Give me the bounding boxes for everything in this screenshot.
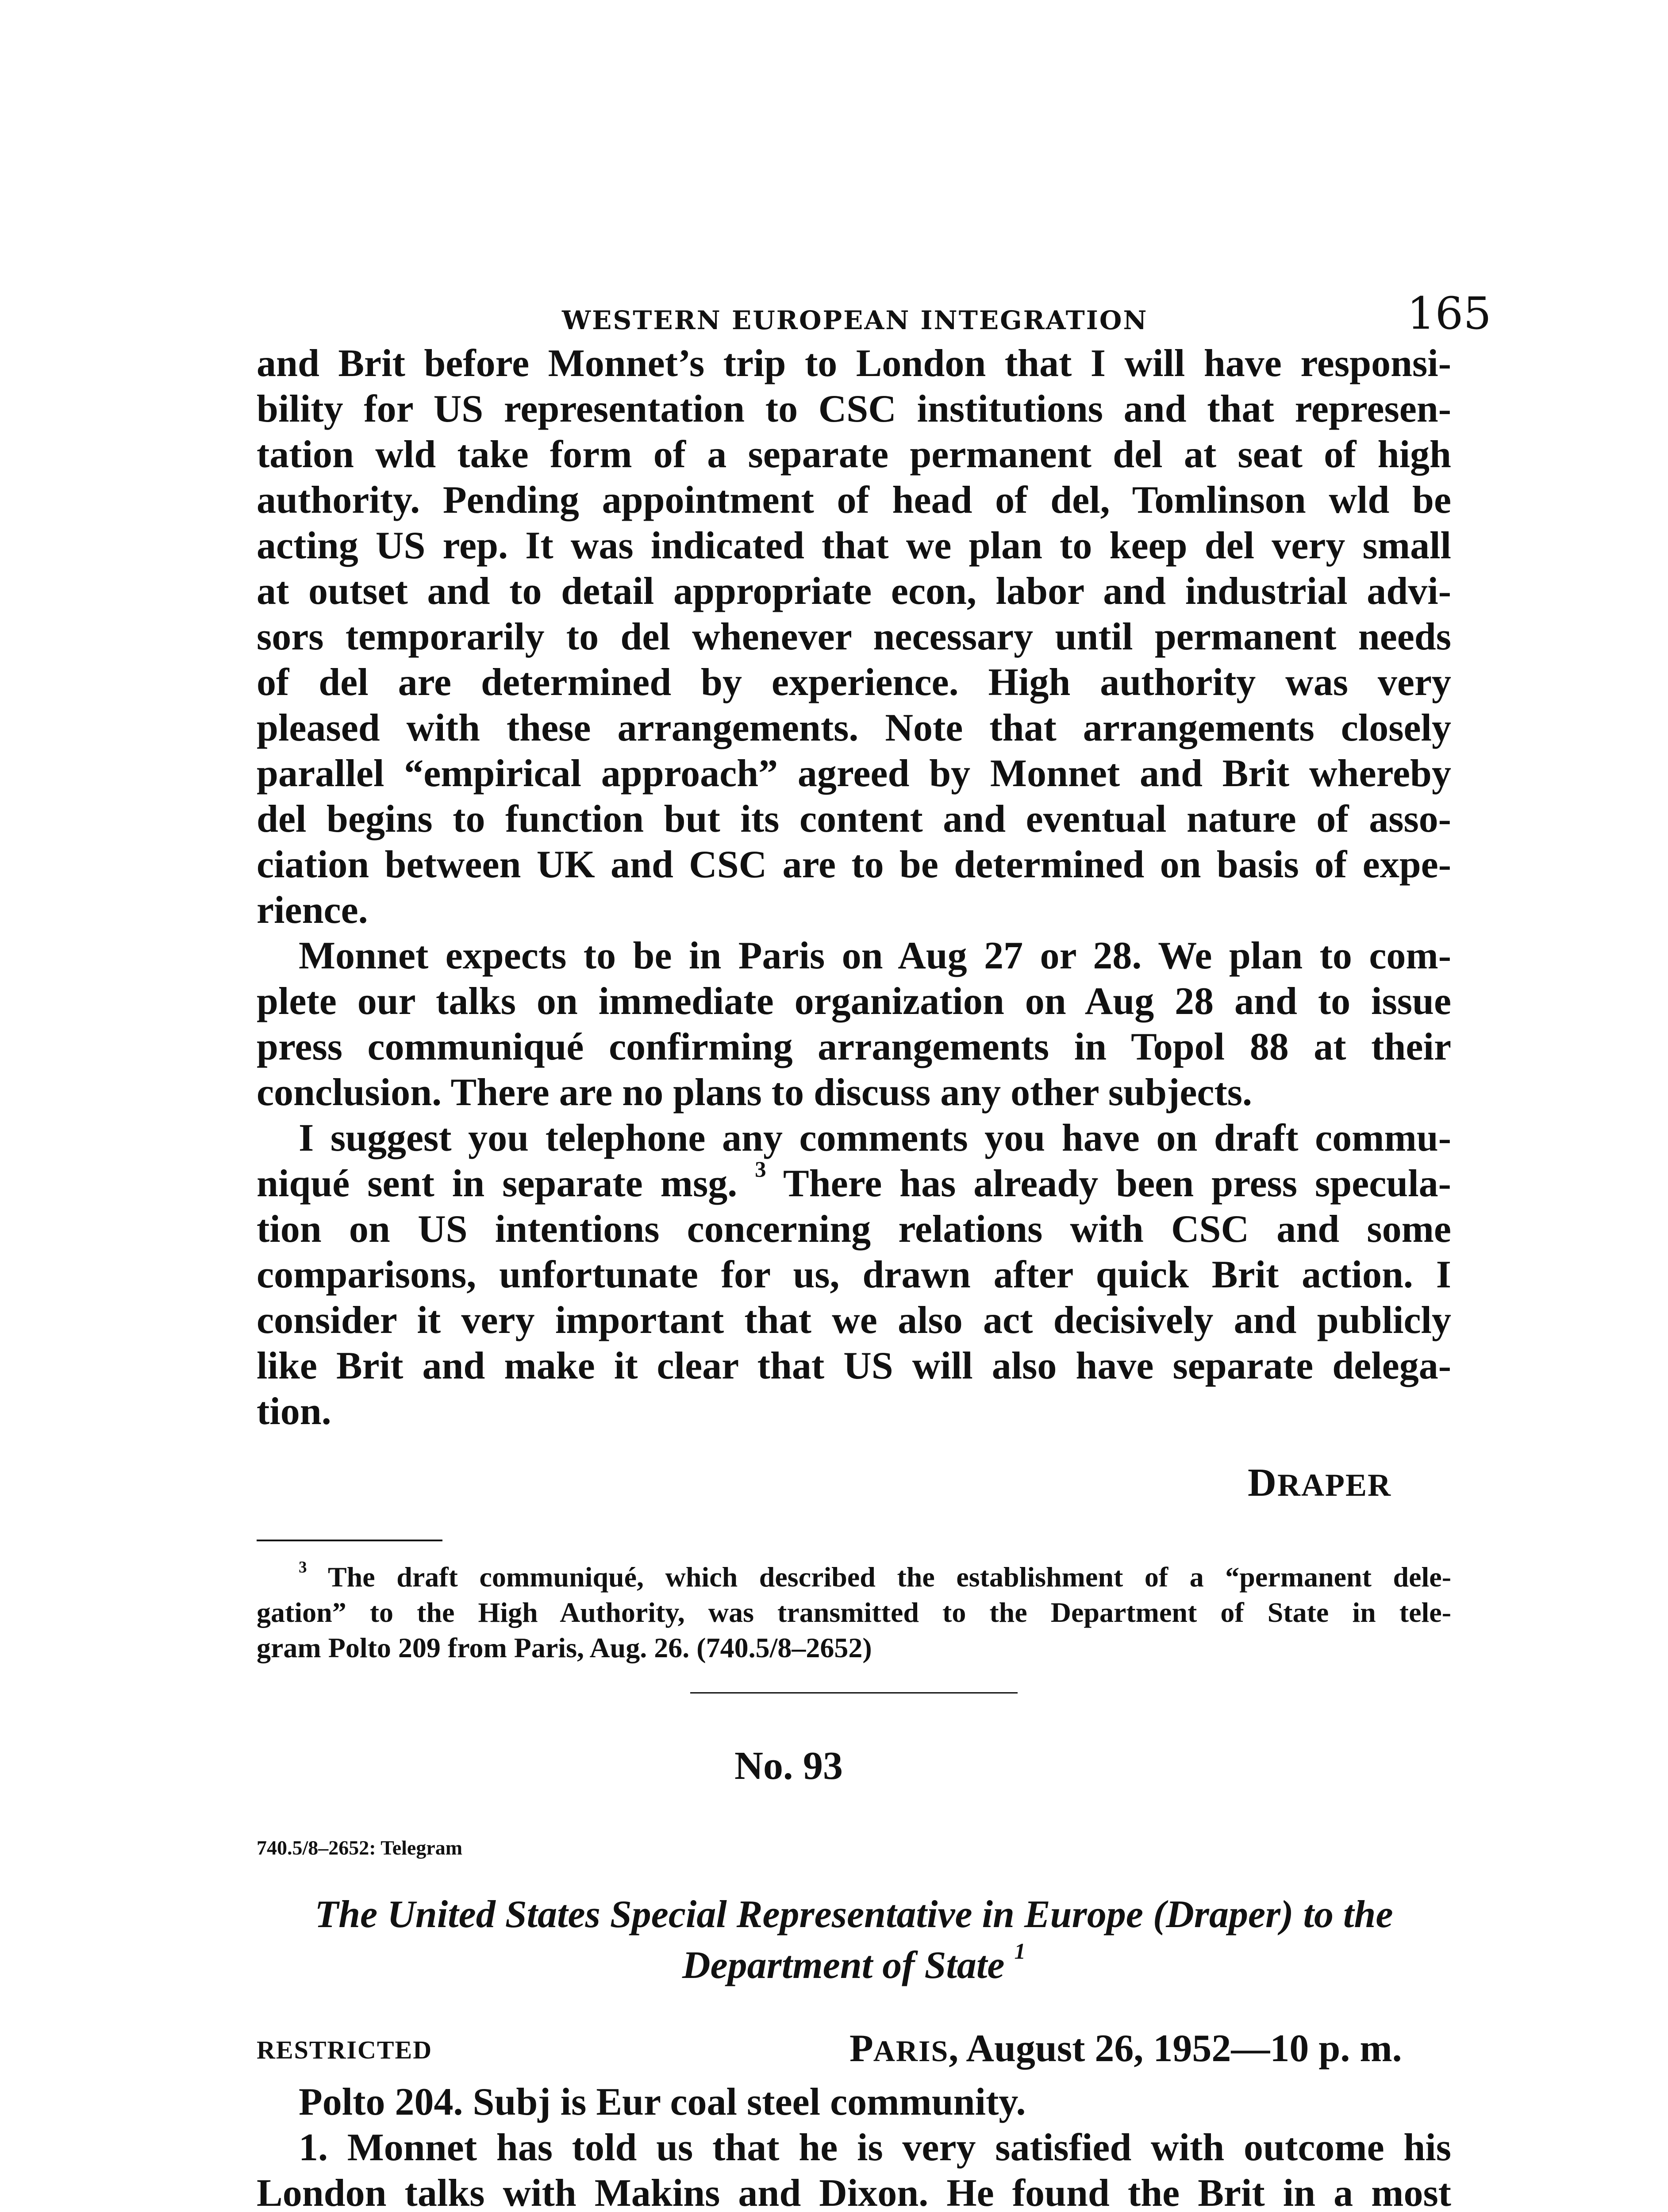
signature xyxy=(1248,1460,1391,1505)
text-line: at outset and to detail appropriate econ, labor and industrial advi- xyxy=(257,570,1451,613)
continued-telegram-body xyxy=(257,341,1451,1434)
dateline-city: ARIS xyxy=(873,2034,949,2068)
text-line: London talks with Makins and Dixon. He found the Brit in a most xyxy=(257,2172,1451,2212)
dateline-date: , August 26, 1952—10 p. m. xyxy=(949,2027,1402,2070)
running-head: WESTERN EUROPEAN INTEGRATION xyxy=(562,305,1148,335)
section-divider xyxy=(690,1692,1018,1694)
document-title xyxy=(257,1889,1451,1991)
signature-rest: RAPER xyxy=(1277,1467,1391,1503)
footnote-rule xyxy=(257,1540,442,1541)
text-line xyxy=(257,1157,1451,1206)
file-reference: 740.5/8–2652: Telegram xyxy=(257,1836,463,1859)
text-line: ciation between UK and CSC are to be determined on basis of expe- xyxy=(257,843,1451,886)
text-segment: There has already been press specula- xyxy=(783,1162,1451,1205)
continued-paragraph-2 xyxy=(257,933,1451,1115)
title-line: The United States Special Representative in Europe (Draper) to the xyxy=(315,1893,1393,1936)
text-line: Monnet expects to be in Paris on Aug 27 or 28. We plan to com- xyxy=(299,934,1451,977)
text-line: tion. xyxy=(257,1390,331,1433)
text-line: 1. Monnet has told us that he is very satisfied with outcome his xyxy=(299,2126,1451,2169)
title-text: Department of State xyxy=(682,1944,1005,1987)
text-line: tion on US intentions concerning relations with CSC and some xyxy=(257,1208,1451,1251)
text-line: comparisons, unfortunate for us, drawn after quick Brit action. I xyxy=(257,1253,1451,1296)
footnote-line xyxy=(257,1559,1451,1595)
text-segment: niqué sent in separate msg. xyxy=(257,1162,738,1205)
text-line: acting US rep. It was indicated that we plan to keep del very small xyxy=(257,524,1451,567)
text-line: bility for US representation to CSC institutions and that represen- xyxy=(257,388,1451,430)
footnote-reference-3: 3 xyxy=(755,1157,766,1183)
classification-label: RESTRICTED xyxy=(257,2035,433,2064)
telegram-paragraph-1 xyxy=(257,2125,1451,2212)
footnote-text: The draft communiqué, which described the establishment of a “permanent dele- xyxy=(327,1561,1452,1593)
text-line: rience. xyxy=(257,889,368,932)
telegram-body xyxy=(257,2079,1451,2212)
text-line: tation wld take form of a separate permanent del at seat of high xyxy=(257,433,1451,476)
footnote-3 xyxy=(257,1559,1451,1666)
text-line: I suggest you telephone any comments you have on draft commu- xyxy=(299,1117,1451,1160)
text-line: and Brit before Monnet’s trip to London that I will have responsi- xyxy=(257,342,1451,385)
footnote-line: gation” to the High Authority, was transmitted to the Department of State in tele- xyxy=(257,1597,1451,1628)
text-line: like Brit and make it clear that US will also have separate delega- xyxy=(257,1344,1451,1387)
text-line: press communiqué confirming arrangements in Topol 88 at their xyxy=(257,1025,1451,1068)
dateline-initial: P xyxy=(849,2027,873,2070)
text-line: consider it very important that we also act decisively and publicly xyxy=(257,1299,1451,1342)
text-line: pleased with these arrangements. Note that arrangements closely xyxy=(257,707,1451,749)
dateline xyxy=(849,2026,1402,2071)
footnote-line: gram Polto 209 from Paris, Aug. 26. (740.5/8–2652) xyxy=(257,1632,872,1663)
title-line xyxy=(257,1940,1451,1991)
text-line: plete our talks on immediate organization on Aug 28 and to issue xyxy=(257,980,1451,1023)
text-line: authority. Pending appointment of head of del, Tomlinson wld be xyxy=(257,479,1451,522)
footnote-reference-1: 1 xyxy=(1014,1939,1026,1964)
footnote-marker: 3 xyxy=(299,1558,307,1577)
text-line: of del are determined by experience. High authority was very xyxy=(257,661,1451,704)
text-line: Polto 204. Subj is Eur coal steel community. xyxy=(299,2081,1026,2124)
signature-initial: D xyxy=(1248,1461,1277,1505)
continued-paragraph-3 xyxy=(257,1115,1451,1434)
text-line: conclusion. There are no plans to discuss any other subjects. xyxy=(257,1071,1253,1114)
document-number: No. 93 xyxy=(734,1744,843,1788)
page-number: 165 xyxy=(1407,288,1491,339)
subject-paragraph xyxy=(257,2079,1451,2125)
text-line: parallel “empirical approach” agreed by Monnet and Brit whereby xyxy=(257,752,1451,795)
text-line: del begins to function but its content and eventual nature of asso- xyxy=(257,798,1451,841)
continued-paragraph-1 xyxy=(257,341,1451,933)
text-line: sors temporarily to del whenever necessary until permanent needs xyxy=(257,615,1451,658)
